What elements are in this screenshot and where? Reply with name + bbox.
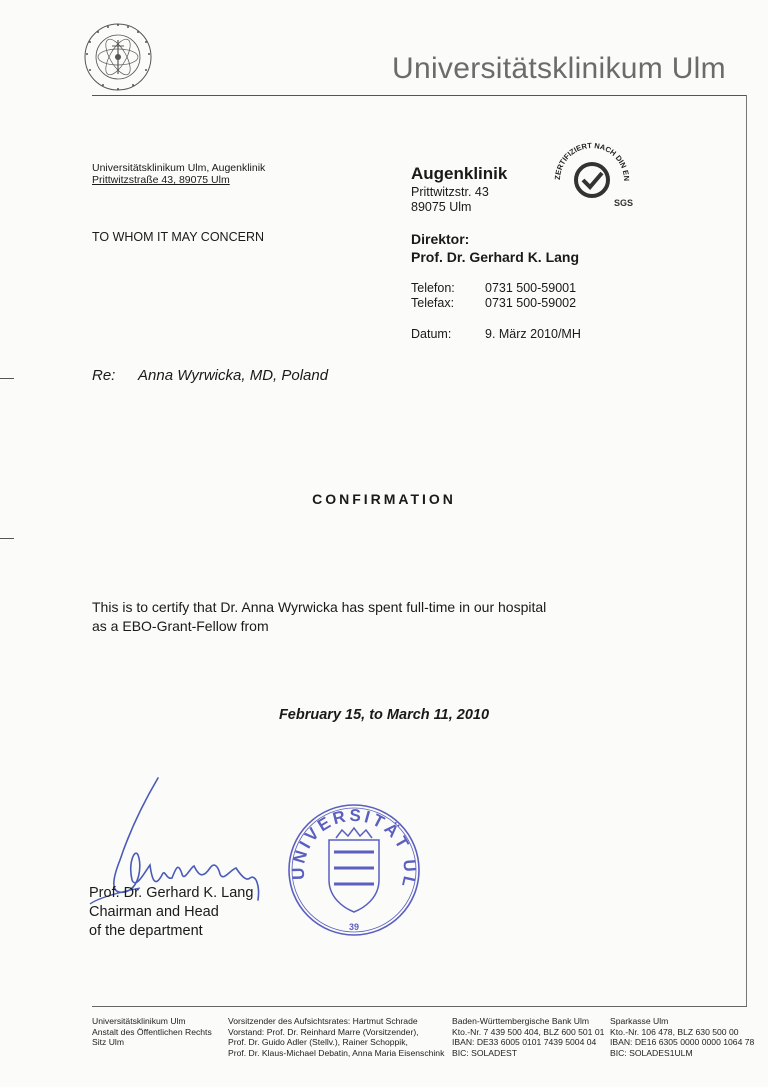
university-seal-logo bbox=[78, 22, 158, 97]
footer-text: Sparkasse Ulm bbox=[610, 1016, 669, 1026]
fold-mark bbox=[0, 378, 14, 379]
iso-seal-text: ZERTIFIZIERT NACH DIN EN bbox=[552, 140, 632, 182]
footer-text: IBAN: DE33 6005 0101 7439 5004 04 bbox=[452, 1037, 597, 1047]
certification-text bbox=[92, 598, 652, 636]
footer-text: Vorstand: Prof. Dr. Reinhard Marre (Vorsitzender), bbox=[228, 1026, 419, 1037]
fold-mark bbox=[0, 538, 14, 539]
sender-line-1: Universitätsklinikum Ulm, Augenklinik bbox=[92, 162, 266, 174]
reference-value: Anna Wyrwicka, MD, Poland bbox=[138, 367, 329, 384]
footer-text: Kto.-Nr. 7 439 500 404, BLZ 600 501 01 bbox=[452, 1026, 605, 1037]
footer-column-bank-2 bbox=[610, 1016, 754, 1058]
footer-text: Sitz Ulm bbox=[92, 1037, 124, 1047]
footer-text: Vorsitzender des Aufsichtsrates: Hartmut Schrade bbox=[228, 1016, 418, 1026]
svg-text:ZERTIFIZIERT NACH DIN EN ISO 9 bbox=[548, 136, 631, 181]
clinic-street: Prittwitzstr. 43 bbox=[411, 185, 489, 199]
salutation: TO WHOM IT MAY CONCERN bbox=[92, 230, 264, 244]
footer-text: Anstalt des Öffentlichen Rechts bbox=[92, 1026, 212, 1037]
university-stamp bbox=[284, 790, 424, 945]
reference-label: Re: bbox=[92, 367, 116, 384]
footer-column-institution bbox=[92, 1016, 212, 1048]
footer-text: BIC: SOLADES1ULM bbox=[610, 1047, 693, 1058]
sender-address bbox=[92, 162, 265, 186]
phone-label: Telefon: bbox=[411, 281, 455, 295]
footer-text: Prof. Dr. Guido Adler (Stellv.), Rainer Schoppik, bbox=[228, 1037, 408, 1047]
signatory-role-2: of the department bbox=[89, 923, 203, 939]
clinic-address bbox=[411, 185, 489, 215]
footer-text: Kto.-Nr. 106 478, BLZ 630 500 00 bbox=[610, 1026, 739, 1037]
footer-text: Baden-Württembergische Bank Ulm bbox=[452, 1016, 590, 1026]
signatory-name: Prof. Dr. Gerhard K. Lang bbox=[89, 885, 254, 901]
clinic-name: Augenklinik bbox=[411, 164, 508, 183]
header-divider bbox=[92, 95, 746, 96]
iso-seal-mark: SGS bbox=[614, 198, 634, 208]
footer-divider bbox=[92, 1006, 747, 1007]
director-label: Direktor: bbox=[411, 231, 470, 247]
footer-text: IBAN: DE16 6305 0000 0000 1064 78 bbox=[610, 1037, 755, 1047]
right-margin-rule bbox=[746, 95, 747, 1007]
footer-text: Prof. Dr. Klaus-Michael Debatin, Anna Maria Eisenschink bbox=[228, 1047, 445, 1058]
signatory-role-1: Chairman and Head bbox=[89, 904, 219, 920]
certification-line-2: as a EBO-Grant-Fellow from bbox=[92, 618, 269, 634]
footer-column-board bbox=[228, 1016, 444, 1058]
fellowship-period: February 15, to March 11, 2010 bbox=[278, 707, 490, 723]
date-line bbox=[411, 327, 581, 341]
stamp-number: 39 bbox=[348, 922, 360, 932]
date-value: 9. März 2010/MH bbox=[485, 327, 581, 341]
reference-line bbox=[92, 367, 328, 384]
document-title: CONFIRMATION bbox=[312, 491, 456, 507]
footer-text: BIC: SOLADEST bbox=[452, 1047, 517, 1058]
iso-certification-seal bbox=[548, 136, 638, 221]
clinic-city: 89075 Ulm bbox=[411, 200, 472, 214]
signatory-block bbox=[89, 884, 253, 941]
header-title: Universitätsklinikum Ulm bbox=[392, 52, 726, 85]
contact-table bbox=[411, 281, 576, 311]
footer-text: Universitätsklinikum Ulm bbox=[92, 1016, 186, 1026]
fax-label: Telefax: bbox=[411, 296, 455, 310]
stamp-text: UNIVERSITÄT UL bbox=[288, 805, 420, 892]
footer-column-bank-1 bbox=[452, 1016, 604, 1058]
sender-line-2: Prittwitzstraße 43, 89075 Ulm bbox=[92, 174, 230, 186]
phone-value: 0731 500-59001 bbox=[485, 281, 577, 295]
date-label: Datum: bbox=[411, 327, 452, 341]
fax-value: 0731 500-59002 bbox=[485, 296, 577, 310]
certification-line-1: This is to certify that Dr. Anna Wyrwicka has spent full-time in our hospital bbox=[92, 599, 547, 615]
director-name: Prof. Dr. Gerhard K. Lang bbox=[411, 249, 580, 265]
